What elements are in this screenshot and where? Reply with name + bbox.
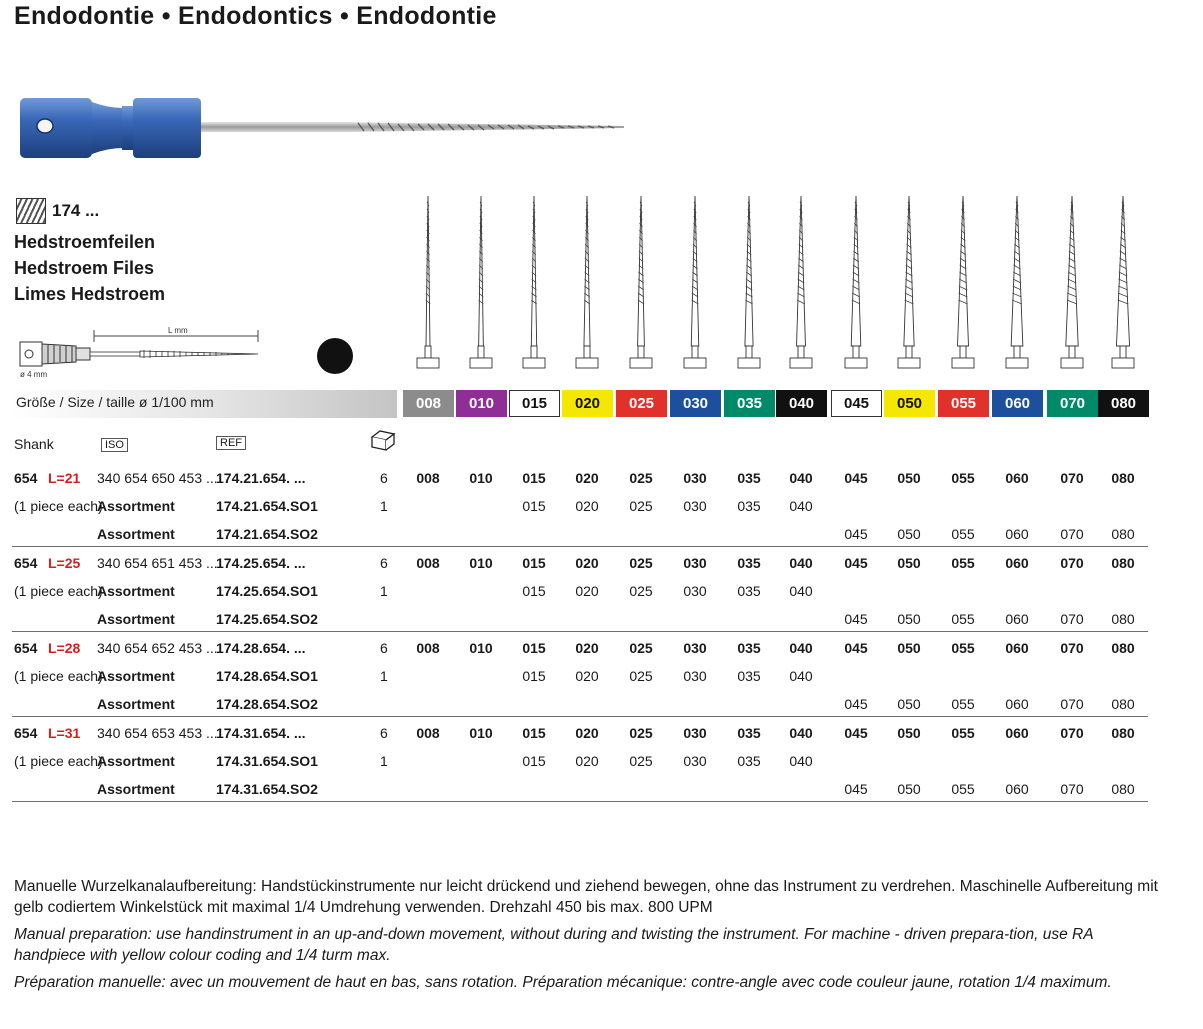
size-value: 045 xyxy=(844,470,868,486)
size-value: 040 xyxy=(789,555,813,571)
size-chip-035: 035 xyxy=(724,390,775,417)
size-value: 070 xyxy=(1060,470,1084,486)
size-value: 055 xyxy=(951,640,975,656)
assortment-size: 030 xyxy=(683,498,707,514)
file-illustration-055 xyxy=(952,196,974,368)
size-value: 030 xyxy=(683,725,707,741)
size-value: 055 xyxy=(951,555,975,571)
size-value: 030 xyxy=(683,470,707,486)
size-value: 015 xyxy=(522,555,546,571)
footer-fr: Préparation manuelle: avec un mouvement de haut en bas, sans rotation. Préparation mécanique: contre-angle avec code couleur jaune, rotation 1/4 maximum. xyxy=(14,974,1112,991)
size-value: 015 xyxy=(522,640,546,656)
assortment-label: Assortment xyxy=(97,498,175,514)
page-title: Endodontie • Endodontics • Endodontie xyxy=(14,2,497,30)
assortment-size: 020 xyxy=(575,668,599,684)
shank-value: 654 xyxy=(14,640,38,656)
size-value: 040 xyxy=(789,640,813,656)
group-separator xyxy=(12,801,1148,802)
size-value: 008 xyxy=(416,470,440,486)
size-chip-080: 080 xyxy=(1098,390,1149,417)
file-illustration-070 xyxy=(1061,196,1083,368)
ref-number: 174.28.654. ... xyxy=(216,640,306,656)
assortment-ref: 174.21.654.SO2 xyxy=(216,526,318,542)
pack-qty: 6 xyxy=(380,725,388,741)
file-illustration-020 xyxy=(576,196,598,368)
assortment-size: 055 xyxy=(951,526,975,542)
size-value: 008 xyxy=(416,640,440,656)
size-chip-050: 050 xyxy=(884,390,935,417)
assortment-ref: 174.21.654.SO1 xyxy=(216,498,318,514)
assortment-label: Assortment xyxy=(97,526,175,542)
product-name-en: Hedstroem Files xyxy=(14,258,155,278)
assortment-size: 050 xyxy=(897,696,921,712)
file-illustration-030 xyxy=(684,196,706,368)
size-value: 055 xyxy=(951,725,975,741)
product-name-fr: Limes Hedstroem xyxy=(14,284,166,304)
cross-section-dot xyxy=(317,338,353,374)
size-value: 070 xyxy=(1060,640,1084,656)
size-chip-010: 010 xyxy=(456,390,507,417)
size-value: 035 xyxy=(737,640,761,656)
piece-note: (1 piece each) xyxy=(14,583,103,599)
file-illustration-080 xyxy=(1112,196,1134,368)
group-separator xyxy=(12,716,1148,717)
size-value: 080 xyxy=(1111,725,1135,741)
iso-header-label: ISO xyxy=(101,438,128,452)
size-chip-060: 060 xyxy=(992,390,1043,417)
file-sizes-illustration xyxy=(400,186,1160,386)
assortment-label: Assortment xyxy=(97,583,175,599)
pack-qty: 6 xyxy=(380,555,388,571)
assortment-size: 040 xyxy=(789,668,813,684)
size-value: 080 xyxy=(1111,640,1135,656)
size-value: 015 xyxy=(522,725,546,741)
assortment-size: 080 xyxy=(1111,526,1135,542)
schematic-diameter-label: ø 4 mm xyxy=(20,370,48,379)
size-value: 040 xyxy=(789,470,813,486)
file-illustration-025 xyxy=(630,196,652,368)
file-illustration-050 xyxy=(898,196,920,368)
size-value: 080 xyxy=(1111,470,1135,486)
size-value: 010 xyxy=(469,470,493,486)
size-chip-045: 045 xyxy=(831,390,882,417)
size-value: 035 xyxy=(737,555,761,571)
size-value: 055 xyxy=(951,470,975,486)
assortment-size: 030 xyxy=(683,583,707,599)
assortment-size: 060 xyxy=(1005,781,1029,797)
size-chip-020: 020 xyxy=(562,390,613,417)
group-separator xyxy=(12,546,1148,547)
file-illustration-015 xyxy=(523,196,545,368)
piece-note: (1 piece each) xyxy=(14,498,103,514)
size-value: 010 xyxy=(469,725,493,741)
hedstroem-file-photo xyxy=(18,88,630,168)
assortment-size: 070 xyxy=(1060,781,1084,797)
assortment-size: 050 xyxy=(897,781,921,797)
assortment-size: 080 xyxy=(1111,781,1135,797)
iso-number: 340 654 650 453 ... xyxy=(97,470,218,486)
size-value: 020 xyxy=(575,555,599,571)
assortment-size: 020 xyxy=(575,498,599,514)
assortment-size: 060 xyxy=(1005,696,1029,712)
shank-header: Shank xyxy=(14,436,54,452)
ref-header xyxy=(216,433,246,450)
assortment-size: 040 xyxy=(789,583,813,599)
assortment-size: 060 xyxy=(1005,526,1029,542)
assortment-size: 030 xyxy=(683,668,707,684)
assortment-size: 045 xyxy=(844,696,868,712)
assortment-size: 045 xyxy=(844,781,868,797)
product-code-line xyxy=(16,198,99,224)
file-illustration-045 xyxy=(845,196,867,368)
file-illustration-060 xyxy=(1006,196,1028,368)
assortment-size: 080 xyxy=(1111,696,1135,712)
assortment-size: 015 xyxy=(522,753,546,769)
assortment-qty: 1 xyxy=(380,668,388,684)
assortment-ref: 174.31.654.SO1 xyxy=(216,753,318,769)
size-value: 025 xyxy=(629,470,653,486)
assortment-size: 035 xyxy=(737,753,761,769)
assortment-qty: 1 xyxy=(380,753,388,769)
length-value: L=21 xyxy=(48,470,81,486)
size-value: 008 xyxy=(416,555,440,571)
size-value: 020 xyxy=(575,470,599,486)
size-value: 080 xyxy=(1111,555,1135,571)
assortment-size: 015 xyxy=(522,583,546,599)
assortment-size: 025 xyxy=(629,753,653,769)
size-value: 045 xyxy=(844,555,868,571)
size-value: 030 xyxy=(683,555,707,571)
shank-value: 654 xyxy=(14,470,38,486)
assortment-label: Assortment xyxy=(97,611,175,627)
assortment-ref: 174.25.654.SO1 xyxy=(216,583,318,599)
iso-number: 340 654 652 453 ... xyxy=(97,640,218,656)
assortment-size: 045 xyxy=(844,526,868,542)
size-value: 035 xyxy=(737,725,761,741)
file-type-icon xyxy=(16,198,46,224)
size-value: 010 xyxy=(469,640,493,656)
size-value: 025 xyxy=(629,555,653,571)
product-code: 174 ... xyxy=(52,201,100,220)
piece-note: (1 piece each) xyxy=(14,753,103,769)
size-value: 060 xyxy=(1005,640,1029,656)
ref-number: 174.25.654. ... xyxy=(216,555,306,571)
size-chip-030: 030 xyxy=(670,390,721,417)
assortment-size: 070 xyxy=(1060,696,1084,712)
size-chip-040: 040 xyxy=(776,390,827,417)
footer-de: Manuelle Wurzelkanalaufbereitung: Handstückinstrumente nur leicht drückend und ziehend bewegen, ohne das Instrument zu verdrehen. Maschinelle Aufbereitung mit gelb codiertem Winkelstück mit maximal 1/4 Umdrehung verwenden. Drehzahl 450 bis max. 800 UPM xyxy=(14,878,1158,916)
assortment-size: 070 xyxy=(1060,611,1084,627)
assortment-size: 070 xyxy=(1060,526,1084,542)
pack-qty: 6 xyxy=(380,470,388,486)
assortment-size: 035 xyxy=(737,668,761,684)
assortment-label: Assortment xyxy=(97,753,175,769)
pack-qty: 6 xyxy=(380,640,388,656)
file-illustration-035 xyxy=(738,196,760,368)
assortment-size: 055 xyxy=(951,611,975,627)
size-chip-015: 015 xyxy=(509,390,560,417)
length-value: L=31 xyxy=(48,725,81,741)
size-value: 025 xyxy=(629,725,653,741)
length-value: L=28 xyxy=(48,640,81,656)
assortment-size: 050 xyxy=(897,611,921,627)
group-separator xyxy=(12,631,1148,632)
size-value: 060 xyxy=(1005,470,1029,486)
size-value: 035 xyxy=(737,470,761,486)
ref-number: 174.21.654. ... xyxy=(216,470,306,486)
assortment-size: 035 xyxy=(737,498,761,514)
assortment-ref: 174.28.654.SO2 xyxy=(216,696,318,712)
size-value: 050 xyxy=(897,725,921,741)
ref-number: 174.31.654. ... xyxy=(216,725,306,741)
ref-header-label: REF xyxy=(216,436,246,450)
size-chip-055: 055 xyxy=(938,390,989,417)
file-illustration-040 xyxy=(790,196,812,368)
assortment-size: 015 xyxy=(522,668,546,684)
size-value: 015 xyxy=(522,470,546,486)
size-value: 020 xyxy=(575,725,599,741)
product-name-de: Hedstroemfeilen xyxy=(14,232,156,252)
assortment-size: 050 xyxy=(897,526,921,542)
assortment-size: 020 xyxy=(575,583,599,599)
size-value: 050 xyxy=(897,640,921,656)
size-chip-008: 008 xyxy=(403,390,454,417)
file-schematic-drawing xyxy=(18,324,268,380)
length-value: L=25 xyxy=(48,555,81,571)
assortment-label: Assortment xyxy=(97,668,175,684)
assortment-size: 025 xyxy=(629,498,653,514)
assortment-size: 040 xyxy=(789,498,813,514)
assortment-label: Assortment xyxy=(97,696,175,712)
iso-number: 340 654 653 453 ... xyxy=(97,725,218,741)
assortment-size: 040 xyxy=(789,753,813,769)
assortment-size: 030 xyxy=(683,753,707,769)
assortment-size: 035 xyxy=(737,583,761,599)
iso-header xyxy=(101,435,128,452)
size-value: 020 xyxy=(575,640,599,656)
assortment-size: 060 xyxy=(1005,611,1029,627)
schematic-length-label: L mm xyxy=(168,326,188,335)
size-value: 010 xyxy=(469,555,493,571)
package-icon xyxy=(370,429,396,451)
assortment-size: 055 xyxy=(951,781,975,797)
iso-number: 340 654 651 453 ... xyxy=(97,555,218,571)
assortment-size: 055 xyxy=(951,696,975,712)
size-chip-070: 070 xyxy=(1047,390,1098,417)
size-value: 025 xyxy=(629,640,653,656)
footer-en: Manual preparation: use handinstrument in an up-and-down movement, without during and twisting the instrument. For machine - driven prepara-tion, use RA handpiece with yellow colour coding and 1/4 turm max. xyxy=(14,926,1093,964)
assortment-qty: 1 xyxy=(380,498,388,514)
size-value: 045 xyxy=(844,725,868,741)
size-value: 040 xyxy=(789,725,813,741)
assortment-size: 045 xyxy=(844,611,868,627)
assortment-ref: 174.28.654.SO1 xyxy=(216,668,318,684)
shank-value: 654 xyxy=(14,555,38,571)
assortment-size: 025 xyxy=(629,583,653,599)
size-value: 030 xyxy=(683,640,707,656)
size-label: Größe / Size / taille ø 1/100 mm xyxy=(16,394,214,410)
file-illustration-008 xyxy=(417,196,439,368)
size-value: 045 xyxy=(844,640,868,656)
assortment-qty: 1 xyxy=(380,583,388,599)
size-chip-025: 025 xyxy=(616,390,667,417)
piece-note: (1 piece each) xyxy=(14,668,103,684)
size-value: 060 xyxy=(1005,555,1029,571)
size-value: 050 xyxy=(897,555,921,571)
shank-value: 654 xyxy=(14,725,38,741)
size-value: 070 xyxy=(1060,555,1084,571)
assortment-size: 025 xyxy=(629,668,653,684)
assortment-label: Assortment xyxy=(97,781,175,797)
assortment-size: 015 xyxy=(522,498,546,514)
size-value: 050 xyxy=(897,470,921,486)
file-illustration-010 xyxy=(470,196,492,368)
size-value: 008 xyxy=(416,725,440,741)
size-value: 070 xyxy=(1060,725,1084,741)
assortment-ref: 174.31.654.SO2 xyxy=(216,781,318,797)
assortment-size: 020 xyxy=(575,753,599,769)
size-value: 060 xyxy=(1005,725,1029,741)
assortment-size: 080 xyxy=(1111,611,1135,627)
assortment-ref: 174.25.654.SO2 xyxy=(216,611,318,627)
